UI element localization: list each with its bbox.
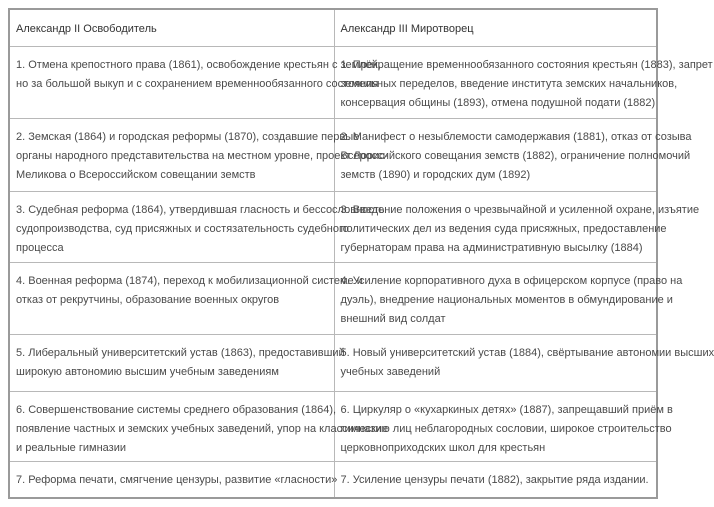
cell-text-line: 4. Военная реформа (1874), переход к мобилизационной системе и [16,274,363,287]
cell-text-line: процесса [16,241,64,254]
cell-text-line: 5. Либеральный университетский устав (1863), предоставивший [16,346,345,359]
cell-text-line: 3. Судебная реформа (1864), утвердившая гласность и бессословность [16,203,385,216]
cell-text-line: 7. Реформа печати, смягчение цензуры, развитие «гласности» [16,473,338,486]
cell-text-line: 7. Усиление цензуры печати (1882), закрытие ряда издании. [340,473,649,486]
cell-alexander-ii [9,46,381,118]
cell-text-line: консервация общины (1893), отмена подушной подати (1882) [340,96,656,109]
header-alexander-ii: Александр II Освободитель [9,9,334,46]
cell-text-line: 3. Введение положения о чрезвычайной и усиленной охране, изъятие [340,203,700,216]
cell-text-line: судопроизводства, суд присяжных и состязательность судебного [16,222,349,235]
table-row [9,46,657,118]
cell-alexander-iii [334,262,683,334]
cell-text-line: внешний вид солдат [340,312,446,325]
table-body [9,9,714,498]
cell-text-line: 5. Новый университетский устав (1884), свёртывание автономии высших [340,346,714,359]
cell-text-line: но за большой выкуп и с сохранением временнообязанного состояния [16,77,379,90]
cell-text-line: дуэль), внедрение национальных моментов в обмундирование и [340,293,673,306]
cell-alexander-ii [9,191,385,262]
cell-text-line: отказ от рекрутчины, образование военных округов [16,293,280,306]
cell-text-line: 1. Отмена крепостного права (1861), освобождение крестьян с землёй, [16,58,381,71]
cell-text-line: 2. Земская (1864) и городская реформы (1870), создавшие первые [16,130,360,143]
table-row [9,461,657,498]
cell-alexander-ii [9,334,345,391]
cell-text-line: политических дел из ведения суда присяжных, предоставление [340,222,667,235]
cell-alexander-ii [9,118,389,191]
cell-alexander-ii [9,461,338,498]
cell-text-line: 4. Усиление корпоративного духа в офицерском корпусе (право на [340,274,683,287]
reforms-comparison-table [8,8,714,499]
cell-text-line: 6. Циркуляр о «кухаркиных детях» (1887), запрещавший приём в [340,403,673,416]
cell-text-line: губернаторам права на административную высылку (1884) [340,241,643,254]
cell-alexander-ii [9,262,363,334]
cell-alexander-ii [9,391,389,461]
cell-alexander-iii [334,391,673,461]
table-row [9,191,657,262]
table-row [9,118,657,191]
cell-alexander-iii [334,118,692,191]
cell-text-line: земств (1890) и городских дум (1892) [340,168,531,181]
cell-alexander-iii [334,334,714,391]
cell-alexander-iii [334,46,713,118]
cell-alexander-iii [334,461,657,498]
cell-text-line: учебных заведений [340,365,441,378]
cell-alexander-iii [334,191,700,262]
cell-text-line: появление частных и земских учебных заведений, упор на классические [16,422,389,435]
cell-text-line: церковноприходских школ для крестьян [340,441,546,454]
cell-text-line: 6. Совершенствование системы среднего образования (1864), [16,403,337,416]
table-row [9,391,657,461]
cell-text-line: гимназию лиц неблагородных сословии, широкое строительство [340,422,672,435]
cell-text-line: 2. Манифест о незыблемости самодержавия (1881), отказ от созыва [340,130,692,143]
cell-text-line: земельных переделов, введение института земских начальников, [340,77,678,90]
table-row [9,262,657,334]
table-row [9,334,657,391]
header-alexander-iii: Александр III Миротворец [334,9,657,46]
cell-text-line: Всероссийского совещания земств (1882), ограничение полномочий [340,149,691,162]
table-header-row [9,9,657,46]
cell-text-line: и реальные гимназии [16,441,126,454]
cell-text-line: 1. Прекращение временнообязанного состояния крестьян (1883), запрет [340,58,713,71]
cell-text-line: широкую автономию высшим учебным заведениям [16,365,279,378]
cell-text-line: органы народного представительства на местном уровне, проект Лорис- [16,149,389,162]
cell-text-line: Меликова о Всероссийском совещании земств [16,168,256,181]
